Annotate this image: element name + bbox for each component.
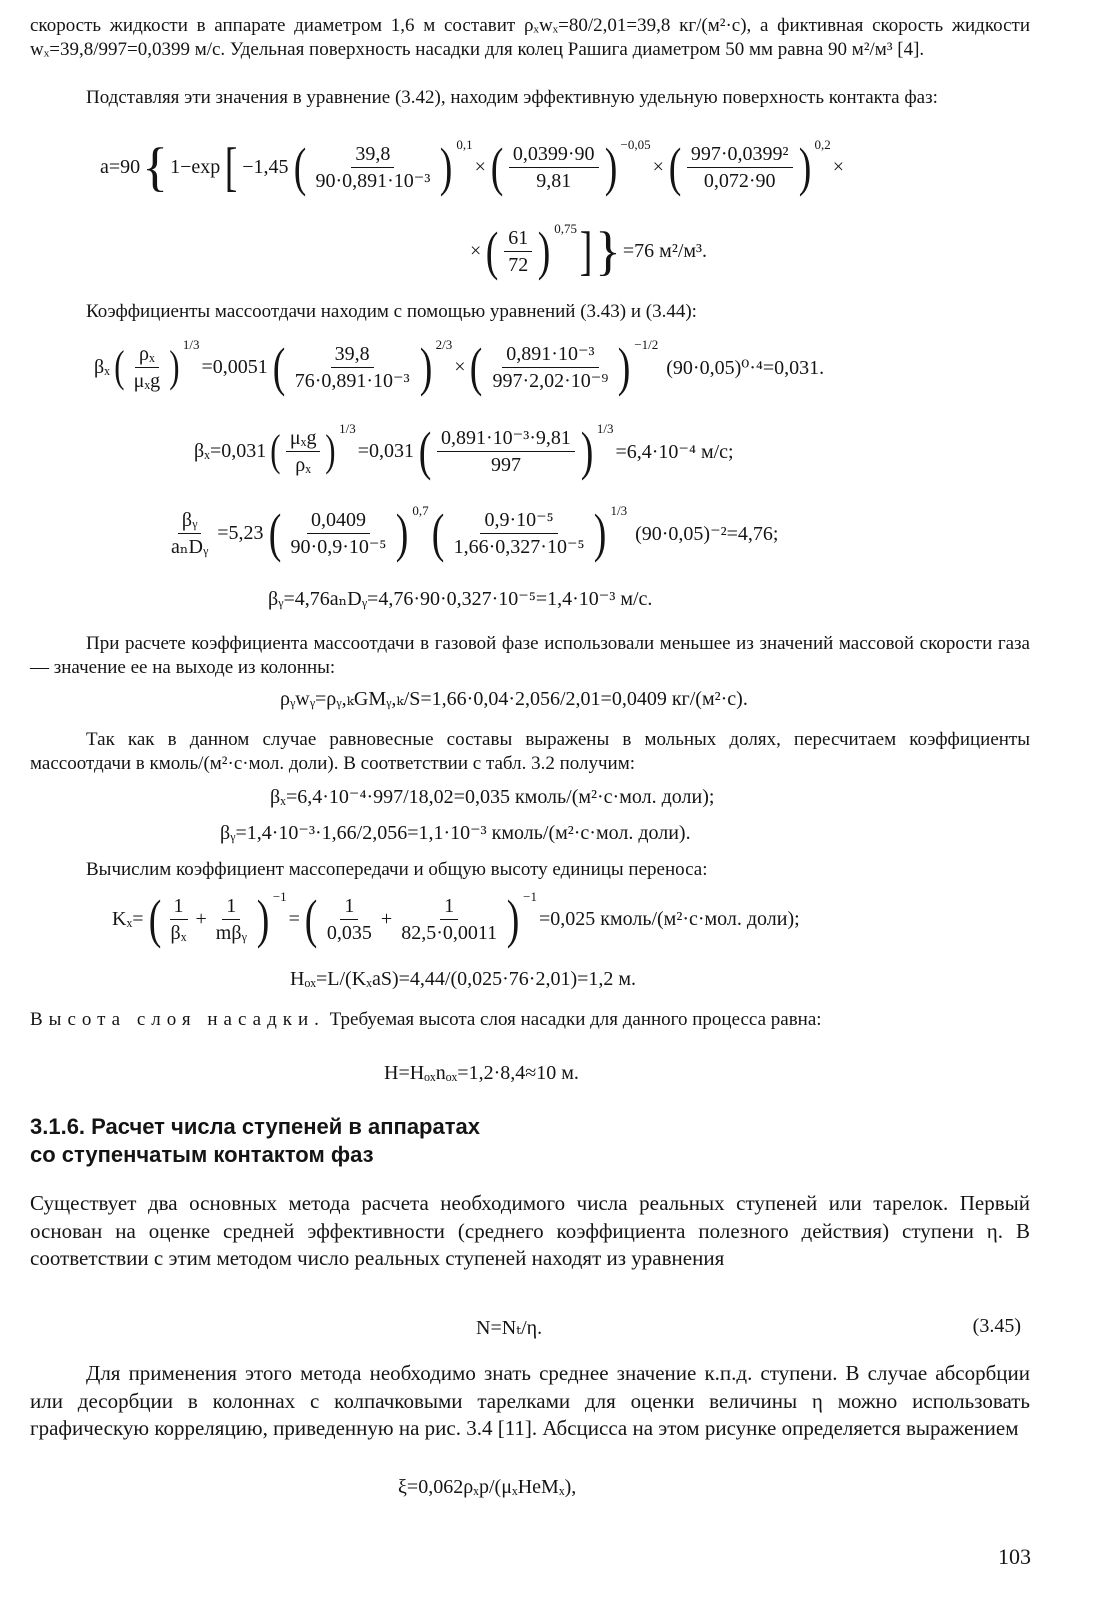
paragraph-6: Вычислим коэффициент массопередачи и общую высоту единицы переноса: (86, 859, 708, 880)
equation-beta-x-2: βₓ=0,031 ( $\frac{\text{μₓg}}{\text{ρₓ}}$ ) 1/3 =0,031 ( $\frac{\text{0,891·10⁻³·9,81}}{997}$ ) 1/3 =6,4·10⁻⁴ м/с; (194, 421, 734, 481)
equation-beta-x-1: βₓ ( $\frac{\text{ρₓ}}{\text{μₓg}}$ ) 1/3 =0,0051 ( $\frac{39,8}{\text{76·0,891·10⁻³}}$ ) 2/3 × ( $\frac{\text{0,891·10⁻³}}{\text{997·2,02·10⁻⁹}}$ ) −1/2 (90·0,05)⁰·⁴=0,031. (94, 337, 825, 397)
equation-beta-x-mol: βₓ=6,4·10⁻⁴·997/18,02=0,035 кмоль/(м²·с·мол. доли); (270, 786, 715, 808)
eq-a-frac1: $\frac{39,8}{\text{90·0,891·10⁻³}}$ (315, 142, 431, 192)
paragraph-8: Существует два основных метода расчета необходимого числа реальных ступеней или тарелок. Первый основан на оценке средней эффективности (среднего коэффициента полезного действия) ступени η. В соответствии с этим методом число реальных ступеней находят из уравнения (30, 1191, 1030, 1270)
equation-height: H=Hₒₓnₒₓ=1,2·8,4≈10 м. (384, 1062, 579, 1084)
paragraph-4: При расчете коэффициента массоотдачи в газовой фазе использовали меньшее из значений массовой скорости газа — значение ее на выходе из колонны: (30, 633, 1030, 678)
equation-number: (3.45) (972, 1315, 1021, 1337)
eq-a-frac2: $\frac{0,0399\cdot 90}{9,81}$ (509, 143, 599, 192)
page-number: 103 (998, 1544, 1031, 1569)
eq-a-frac3: $\frac{\text{997·0,0399²}}{0,072\cdot 90}$ (687, 143, 793, 192)
paragraph-9: Для применения этого метода необходимо знать среднее значение к.п.д. ступени. В случае абсорбции или десорбции в колоннах с колпачковыми тарелками для оценки величины η можно использовать графическую корреляцию, приведенную на рис. 3.4 [11]. Абсцисса на этом рисунке определяется выражением (30, 1361, 1030, 1440)
paragraph-1: скорость жидкости в аппарате диаметром 1,6 м составит ρₓwₓ=80/2,01=39,8 кг/(м²·с), а фиктивная скорость жидкости wₓ=39,8/997=0,0399 м/с. Удельная поверхность насадки для колец Рашига диаметром 50 мм равна 90 м²/м³ [4]. (30, 15, 1030, 60)
equation-beta-y-2: βᵧ=4,76aₙDᵧ=4,76·90·0,327·10⁻⁵=1,4·10⁻³ м/с. (268, 588, 653, 610)
equation-beta-y-1: $\frac{\text{βᵧ}}{\text{aₙDᵧ}}$ =5,23 ( $\frac{0,0409}{\text{90·0,9·10⁻⁵}}$ ) 0,7 ( $\frac{\text{0,9·10⁻⁵}}{\text{1,66·0,327·10⁻⁵}}$ ) 1/3 (90·0,05)⁻²=4,76; (171, 503, 779, 563)
paragraph-3: Коэффициенты массоотдачи находим с помощью уравнений (3.43) и (3.44): (86, 301, 697, 322)
equation-xi: ξ=0,062ρₓp/(μₓHeMₓ), (398, 1476, 577, 1498)
eq-a-result: =76 м²/м³. (622, 239, 708, 262)
equation-gas-velocity: ρᵧwᵧ=ρᵧ,ₖGMᵧ,ₖ/S=1,66·0,04·2,056/2,01=0,0409 кг/(м²·с). (280, 688, 748, 710)
equation-beta-y-mol: βᵧ=1,4·10⁻³·1,66/2,056=1,1·10⁻³ кмоль/(м²·с·мол. доли). (220, 822, 691, 844)
eq-a-frac4: $\frac{61}{72}$ (504, 227, 532, 276)
equation-hox: Hₒₓ=L/(KₓaS)=4,44/(0,025·76·2,01)=1,2 м. (290, 968, 637, 990)
paragraph-2: Подставляя эти значения в уравнение (3.42), находим эффективную удельную поверхность контакта фаз: (86, 87, 938, 108)
eq-a-exp: 1−exp (170, 155, 221, 178)
eq-a-coef: −1,45 (242, 155, 289, 178)
equation-stages: N=Nₜ/η. (476, 1317, 543, 1339)
equation-mass-transfer: Kₓ= ( $\frac{1}{\text{βₓ}}$ + $\frac{1}{\text{mβᵧ}}$ ) −1 = ( $\frac{1}{0,035}$ + $\frac{1}{82,5\cdot 0,0011}$ ) −1 =0,025 кмоль/(м²·с·мол. доли); (112, 889, 800, 949)
section-heading: 3.1.6. Расчет числа ступеней в аппаратах со ступенчатым контактом фаз (30, 1114, 480, 1167)
eq-a-lhs: a=90 (100, 155, 141, 178)
equation-surface-line1: a=90 { 1−exp [ −1,45 ( $\frac{39,8}{\text{90·0,891·10⁻³}}$ ) 0,1 × ( $\frac{0,0399\cdot 90}{9,81}$ ) −0,05 × ( $\frac{\text{997·0,0399²}}{0,072\cdot 90}$ ) 0,2 × (100, 137, 845, 197)
equation-surface-line2: × ( $\frac{61}{72}$ ) 0,75 ] } =76 м²/м³. (470, 221, 708, 281)
paragraph-5: Так как в данном случае равновесные составы выражены в мольных долях, пересчитаем коэффициенты массоотдачи в кмоль/(м²·с·мол. доли). В соответствии с табл. 3.2 получим: (30, 729, 1030, 774)
paragraph-7: Высота слоя насадки. Требуемая высота слоя насадки для данного процесса равна: (30, 1009, 822, 1030)
